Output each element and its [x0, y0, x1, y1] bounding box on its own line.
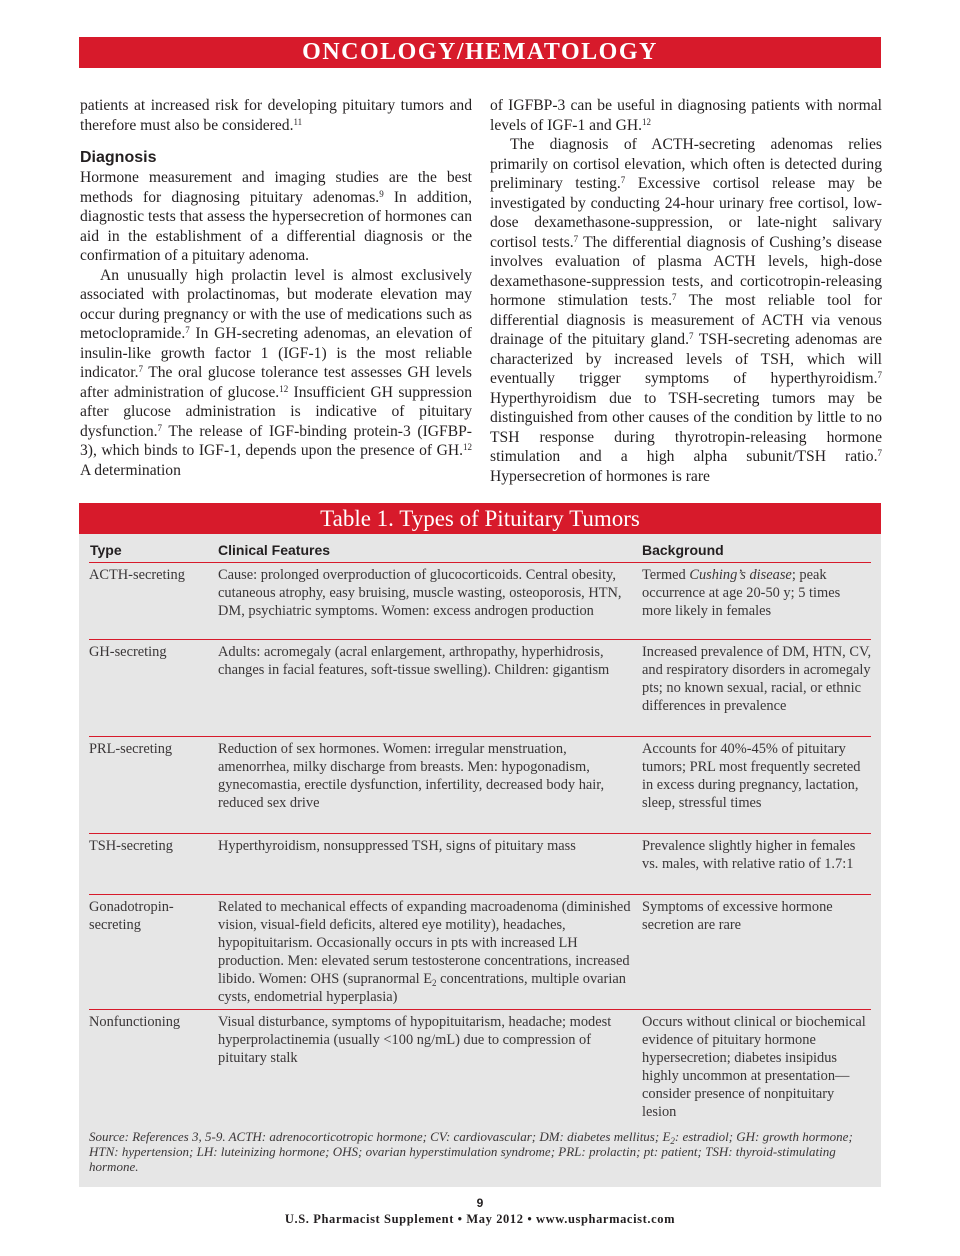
- cell-type: GH-secreting: [89, 644, 167, 660]
- cell-type: ACTH-secreting: [89, 567, 185, 583]
- cell-features: Reduction of sex hormones. Women: irregular menstruation, amenorrhea, milky discharge from breasts. Men: hypogonadism, gynecomastia, erectile dysfunction, infertility, decreased body hair, reduced sex drive: [218, 741, 605, 811]
- table-row: [89, 1009, 871, 1122]
- paragraph: Hormone measurement and imaging studies are the best methods for diagnosing pituitary adenomas.$^9$ In addition, diagnostic tests that assess the hypersecretion of hormones can aid in the establishment of a differential diagnosis or the confirmation of a pituitary adenoma.: [80, 169, 472, 264]
- cell-type: Nonfunctioning: [89, 1014, 181, 1030]
- cell-features: Hyperthyroidism, nonsuppressed TSH, signs of pituitary mass: [218, 838, 576, 854]
- paragraph: The diagnosis of ACTH-secreting adenomas relies primarily on cortisol elevation, which often is detected during preliminary testing.$^7$ Excessive cortisol release may be investigated by conducting 24-hour urinary free cortisol, low-dose dexamethasone-suppression, or late-night salivary cortisol tests.$^7$ The differential diagnosis of Cushing’s disease involves evaluation of plasma ACTH levels, high-dose dexamethasone-suppression tests, and corticotropin-releasing hormone stimulation tests.$^7$ The most reliable tool for differential diagnosis is measurement of ACTH via venous drainage of the pituitary gland.$^7$ TSH-secreting adenomas are characterized by increased levels of TSH, which will eventually trigger symptoms of hyperthyroidism.$^7$ Hyperthyroidism due to TSH-secreting tumors may be distinguished from other causes of the condition by little to no TSH response during thyrotropin-releasing hormone stimulation and a high alpha subunit/TSH ratio.$^7$ Hypersecretion of hormones is rare: [490, 136, 882, 485]
- section-heading: Diagnosis: [80, 149, 157, 166]
- cell-features: Visual disturbance, symptoms of hypopituitarism, headache; modest hyperprolactinemia (usually <100 ng/mL) due to compression of pituitary stalk: [218, 1014, 612, 1066]
- table-pituitary-tumors: [79, 503, 881, 1187]
- cell-type: PRL-secreting: [89, 741, 173, 757]
- table-row: [89, 833, 871, 894]
- paragraph: An unusually high prolactin level is almost exclusively associated with prolactinomas, but moderate elevation may occur during pregnancy or with the use of medications such as metoclopramide.$^7$ In GH-secreting adenomas, an elevation of insulin-like growth factor 1 (IGF-1) is the most reliable indicator.$^7$ The oral glucose tolerance test assesses GH levels after administration of glucose.$^{12}$ Insufficient GH suppression after glucose administration is indicative of pituitary dysfunction.$^7$ The release of IGF-binding protein-3 (IGFBP-3), which binds to IGF-1, depends upon the presence of GH.$^{12}$ A determination: [80, 266, 472, 479]
- page-number: 9: [476, 1196, 484, 1210]
- header-type: Type: [90, 542, 122, 558]
- cell-background: Occurs without clinical or biochemical evidence of pituitary hormone hypersecretion; diabetes insipidus highly uncommon at presentation—consider presence of nonpituitary lesion: [642, 1014, 866, 1120]
- cell-background: Symptoms of excessive hormone secretion are rare: [642, 899, 833, 933]
- table-row: [89, 894, 871, 1009]
- cell-features: Cause: prolonged overproduction of glucocorticoids. Central obesity, cutaneous atrophy, easy bruising, muscle wasting, osteoporosis, HTN, DM, psychiatric symptoms. Women: excess androgen production: [218, 567, 622, 619]
- table-source-note: Source: References 3, 5-9. ACTH: adrenocorticotropic hormone; CV: cardiovascular; DM: diabetes mellitus; $E_2$: estradiol; GH: growth hormone; HTN: hypertension; LH: luteinizing hormone; OHS; ovarian hyperstimulation syndrome; PRL: prolactin; pt: patient; TSH: thyroid-stimulating hormone.: [89, 1129, 853, 1175]
- header-clinical-features: Clinical Features: [218, 542, 331, 558]
- left-column: [80, 96, 472, 480]
- cell-features: Related to mechanical effects of expanding macroadenoma (diminished vision, visual-field deficits, altered eye motility), headaches, hypopituitarism. Occasionally occurs in pts with increased LH production. Men: elevated serum testosterone concentrations, increased libido. Women: OHS (supranormal $E_2$ concentrations, multiple ovarian cysts, endometrial hyperplasia): [218, 899, 631, 1005]
- table-row: [89, 562, 871, 639]
- table-row: [89, 639, 871, 736]
- cell-features: Adults: acromegaly (acral enlargement, arthropathy, hyperhidrosis, changes in facial features, soft-tissue swelling). Children: gigantism: [218, 644, 610, 678]
- cell-type: TSH-secreting: [89, 838, 173, 854]
- paragraph: of IGFBP-3 can be useful in diagnosing patients with normal levels of IGF-1 and GH.$^{12}$: [490, 97, 882, 134]
- cell-background: Termed Cushing’s disease; peak occurrence at age 20-50 y; 5 times more likely in females: [642, 567, 841, 619]
- section-banner: ONCOLOGY/HEMATOLOGY: [79, 37, 881, 68]
- cell-background: Increased prevalence of DM, HTN, CV, and respiratory disorders in acromegaly pts; no known sexual, racial, or ethnic differences in prevalence: [642, 644, 872, 714]
- cell-type: Gonadotropin-secreting: [89, 899, 174, 933]
- paragraph: patients at increased risk for developing pituitary tumors and therefore must also be considered.$^{11}$: [80, 97, 472, 134]
- table-title: Table 1. Types of Pituitary Tumors: [79, 503, 881, 534]
- footer-citation: U.S. Pharmacist Supplement • May 2012 • www.uspharmacist.com: [284, 1212, 676, 1226]
- cell-background: Prevalence slightly higher in females vs. males, with relative ratio of 1.7:1: [642, 838, 856, 872]
- header-background: Background: [642, 542, 724, 558]
- right-column: [490, 96, 882, 486]
- table-row: [89, 736, 871, 833]
- cell-background: Accounts for 40%-45% of pituitary tumors; PRL most frequently secreted in excess during pregnancy, lactation, sleep, stressful times: [642, 741, 861, 811]
